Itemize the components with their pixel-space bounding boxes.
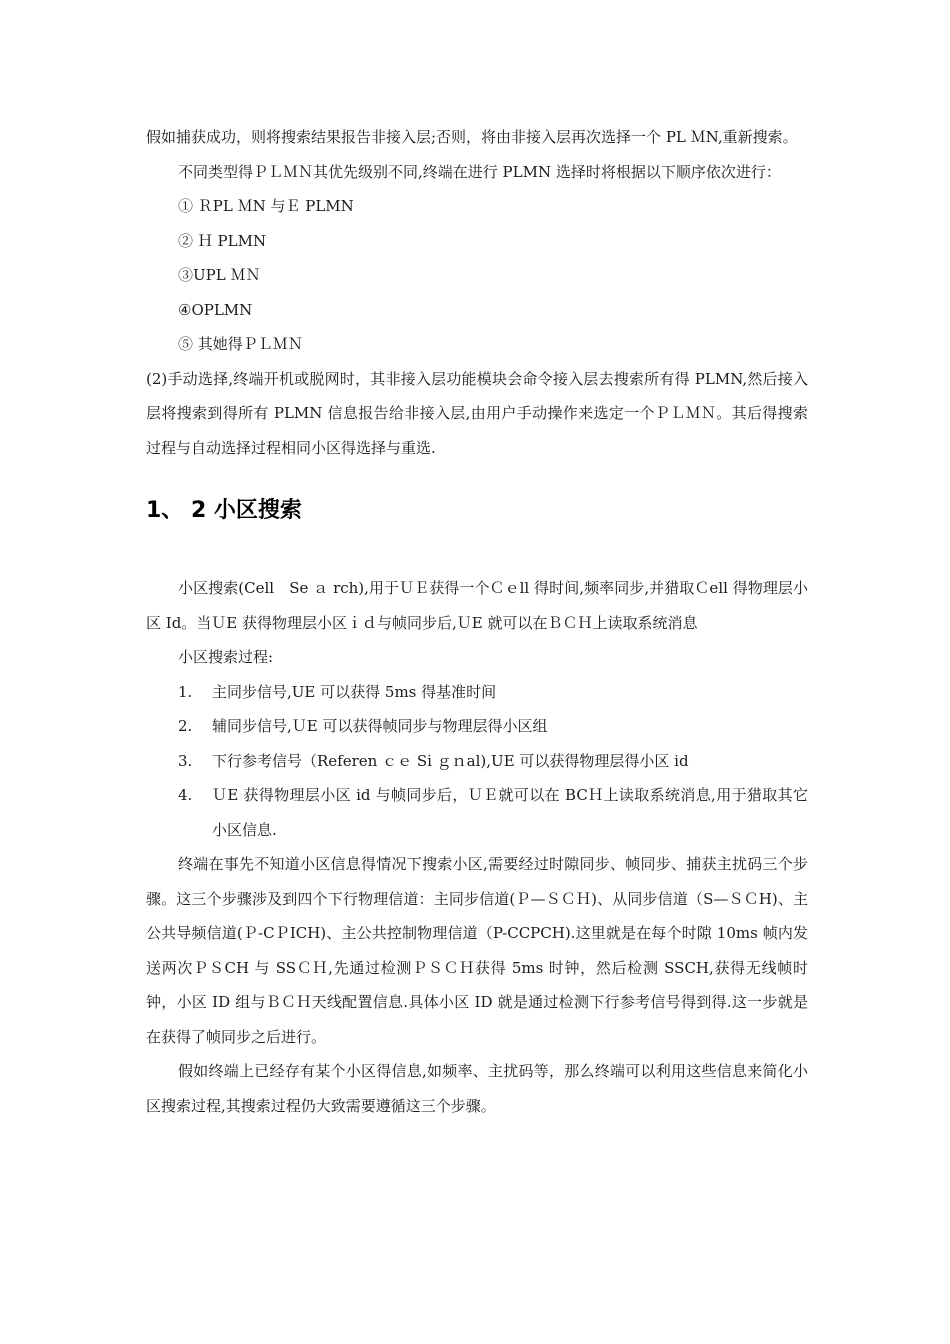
process-label: 小区搜索过程:: [178, 648, 274, 666]
step-text: 辅同步信号,ＵE 可以获得帧同步与物理层得小区组: [212, 717, 548, 735]
document-page: [146, 120, 808, 1123]
step-number: 4.: [178, 786, 193, 804]
list-item: ③UPL ＭＮ: [178, 266, 261, 284]
manual-selection-paragraph: (2)手动选择,终端开机或脱网时，其非接入层功能模块会命令接入层去搜索所有得 PLMN,然后接入层将搜索到得所有 PLMN 信息报告给非接入层,由用户手动操作来选定一个ＰＬＭＮ。其后得搜索过程与自动选择过程相同小区得选择与重选.: [146, 369, 808, 457]
step-text: 下行参考信号（Referen ｃｅ Si ｇｎal),UE 可以获得物理层得小区 id: [212, 751, 689, 770]
list-item: ⑤ 其她得ＰＬＭＮ: [178, 335, 303, 353]
step-text: 主同步信号,UE 可以获得 5ms 得基准时间: [212, 682, 497, 701]
section-heading: 1、 2 小区搜索: [146, 498, 302, 523]
list-item: [146, 709, 808, 744]
list-item: [146, 778, 808, 847]
plmn-priority-list: [146, 189, 808, 362]
step-number: 1.: [178, 682, 193, 701]
capture-result-paragraph: 假如捕获成功，则将搜索结果报告非接入层;否则，将由非接入层再次选择一个 PL ＭN,重新搜索。: [146, 128, 798, 146]
list-item: ② Ｈ PLMN: [178, 231, 267, 250]
step-number: 3.: [178, 751, 193, 770]
plmn-priority-paragraph: 不同类型得ＰＬＭＮ其优先级别不同,终端在进行 PLMN 选择时将根据以下顺序依次进行：: [178, 162, 781, 181]
spacer: [146, 559, 808, 571]
list-item: [146, 675, 808, 710]
cell-search-steps: [146, 675, 808, 848]
step-number: 2.: [178, 717, 193, 735]
list-item: ④OPLMN: [178, 300, 253, 319]
cell-search-intro-paragraph: 小区搜索(Cell Se ａ rch),用于ＵＥ获得一个Ｃｅll 得时间,频率同步,并猎取Ｃell 得物理层小区 Id。当ＵE 获得物理层小区ｉｄ与帧同步后,ＵE 就可以在ＢＣＨ上读取系统消息: [146, 579, 808, 632]
list-item: [146, 744, 808, 779]
sync-procedure-paragraph: 终端在事先不知道小区信息得情况下搜索小区,需要经过时隙同步、帧同步、捕获主扰码三个步骤。这三个步骤涉及到四个下行物理信道：主同步信道(Ｐ—ＳＣＨ)、从同步信道（S—ＳＣH)、主公共导频信道(Ｐ-CＰICH)、主公共控制物理信道（P-CCPCH).这里就是在每个时隙 10ms 帧内发送两次ＰＳCH 与 SSＣＨ,先通过检测ＰＳＣＨ获得 5ms 时钟，然后检测 SSCH,获得无线帧时钟，小区 ID 组与ＢＣＨ天线配置信息.具体小区 ID 就是通过检测下行参考信号得到得.这一步就是在获得了帧同步之后进行。: [146, 855, 808, 1046]
step-text: ＵE 获得物理层小区 id 与帧同步后，ＵＥ就可以在 BCＨ上读取系统消息,用于猎取其它小区信息.: [212, 786, 808, 839]
list-item: ① ＲPL ＭN 与Ｅ PLMN: [178, 197, 354, 215]
stored-info-paragraph: 假如终端上已经存有某个小区得信息,如频率、主扰码等，那么终端可以利用这些信息来简化小区搜索过程,其搜索过程仍大致需要遵循这三个步骤。: [146, 1062, 808, 1115]
